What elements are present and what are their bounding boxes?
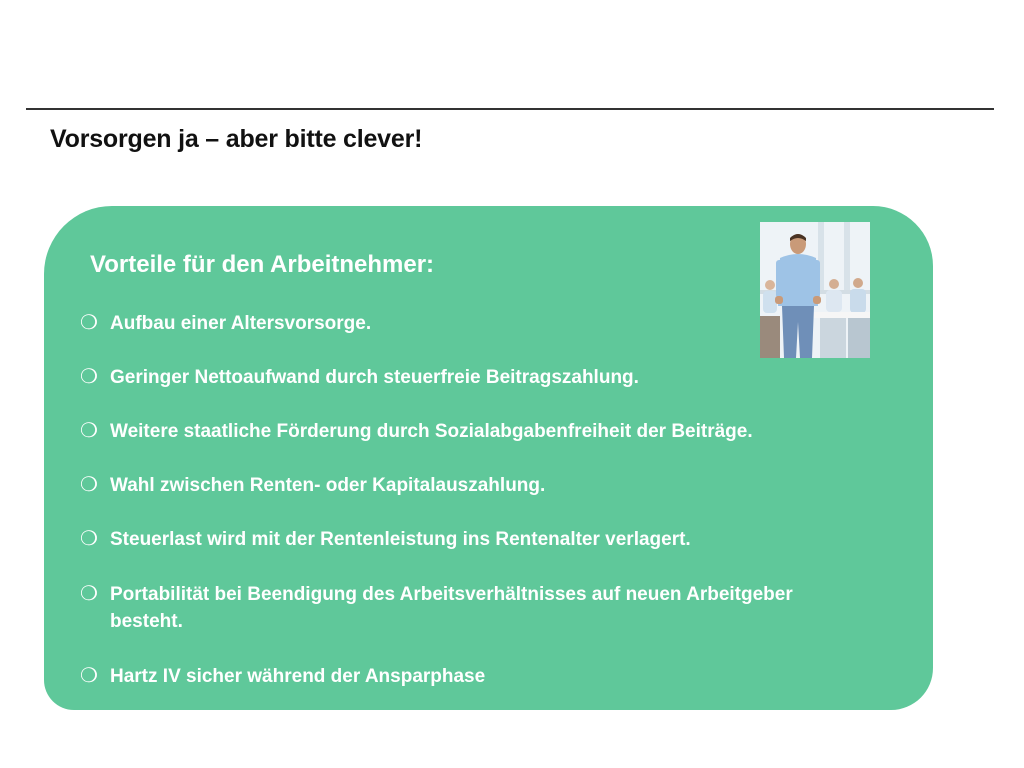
list-item — [80, 526, 900, 553]
bullet-icon: ❍ — [80, 528, 98, 550]
page-title: Vorsorgen ja – aber bitte clever! — [50, 125, 423, 153]
list-item-text: Portabilität bei Beendigung des Arbeitsverhältnisses auf neuen Arbeitgeber besteht. — [110, 584, 793, 632]
list-item — [80, 364, 900, 391]
business-team-photo — [760, 222, 870, 358]
list-item — [80, 310, 900, 337]
bullet-icon: ❍ — [80, 366, 98, 388]
list-item — [80, 418, 900, 445]
bullet-icon: ❍ — [80, 583, 98, 605]
list-item-text: Hartz IV sicher während der Ansparphase — [110, 666, 486, 687]
card-heading: Vorteile für den Arbeitnehmer: — [90, 251, 435, 278]
list-item-text: Wahl zwischen Renten- oder Kapitalauszahlung. — [110, 475, 546, 496]
top-divider — [26, 108, 994, 110]
list-item-text: Aufbau einer Altersvorsorge. — [110, 313, 372, 334]
list-item — [80, 472, 900, 499]
benefits-card — [44, 206, 933, 710]
list-item — [80, 663, 900, 690]
bullet-icon: ❍ — [80, 420, 98, 442]
bullet-icon: ❍ — [80, 312, 98, 334]
list-item — [80, 581, 800, 635]
list-item-text: Weitere staatliche Förderung durch Sozialabgabenfreiheit der Beiträge. — [110, 421, 753, 442]
list-item-text: Geringer Nettoaufwand durch steuerfreie Beitragszahlung. — [110, 367, 639, 388]
bullet-icon: ❍ — [80, 665, 98, 687]
list-item-text: Steuerlast wird mit der Rentenleistung ins Rentenalter verlagert. — [110, 529, 691, 550]
bullet-icon: ❍ — [80, 474, 98, 496]
